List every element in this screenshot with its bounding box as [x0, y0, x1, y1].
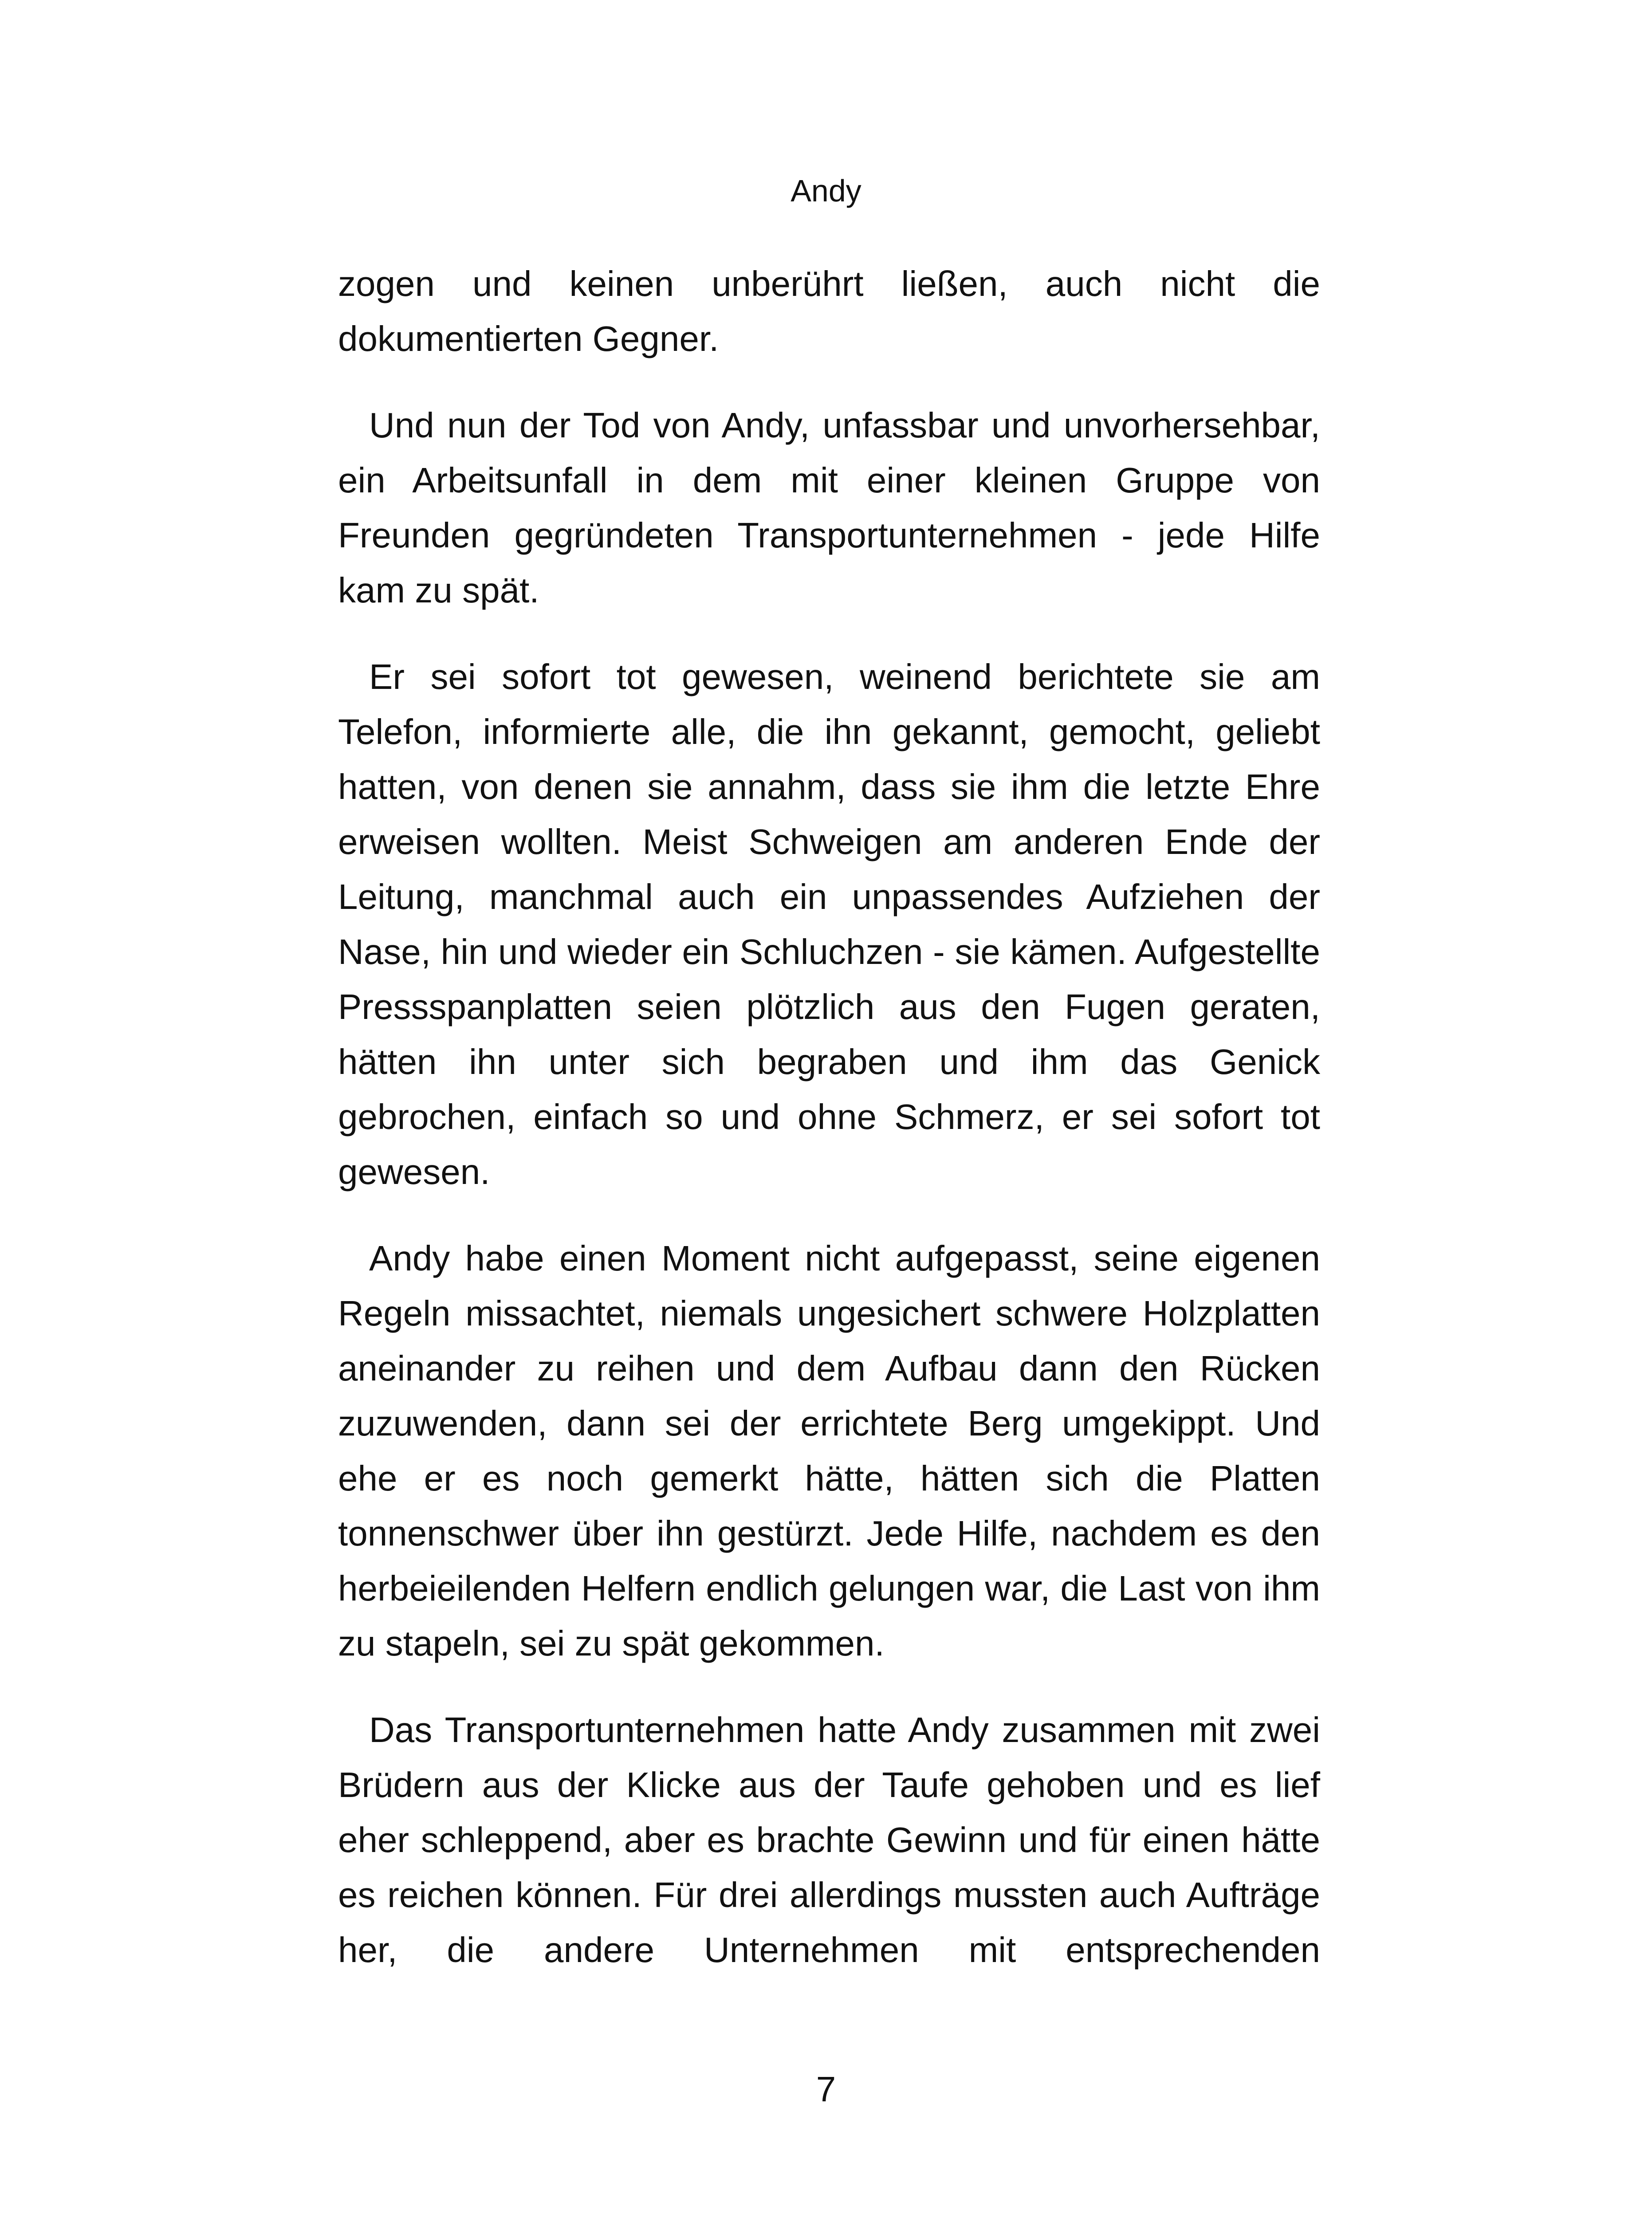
- page-number: 7: [816, 2069, 836, 2109]
- paragraph-1: zogen und keinen unberührt ließen, auch nicht die dokumentierten Gegner.: [338, 264, 1320, 358]
- paragraph-5: Das Transportunternehmen hatte Andy zusammen mit zwei Brüdern aus der Klicke aus der Taufe gehoben und es lief eher schleppend, aber es brachte Gewinn und für einen hätte es reichen können. Für drei allerdings mussten auch Aufträge her, die andere Unternehmen mit entsprechenden: [338, 1710, 1320, 1970]
- paragraph-3: Er sei sofort tot gewesen, weinend berichtete sie am Telefon, informierte alle, die ihn gekannt, gemocht, geliebt hatten, von denen sie annahm, dass sie ihm die letzte Ehre erweisen wollten. Meist Schweigen am anderen Ende der Leitung, manchmal auch ein unpassendes Aufziehen der Nase, hin und wieder ein Schluchzen - sie kämen. Aufgestellte Pressspanplatten seien plötzlich aus den Fugen geraten, hätten ihn unter sich begraben und ihm das Genick gebrochen, einfach so und ohne Schmerz, er sei sofort tot gewesen.: [338, 657, 1320, 1192]
- running-title: Andy: [791, 173, 861, 208]
- body-text: [338, 256, 1320, 2009]
- paragraph-2: Und nun der Tod von Andy, unfassbar und unvorhersehbar, ein Arbeitsunfall in dem mit einer kleinen Gruppe von Freunden gegründeten Transportunternehmen - jede Hilfe kam zu spät.: [338, 405, 1320, 610]
- paragraph-4: Andy habe einen Moment nicht aufgepasst, seine eigenen Regeln missachtet, niemals ungesichert schwere Holzplatten aneinander zu reihen und dem Aufbau dann den Rücken zuzuwenden, dann sei der errichtete Berg umgekippt. Und ehe er es noch gemerkt hätte, hätten sich die Platten tonnenschwer über ihn gestürzt. Jede Hilfe, nachdem es den herbeieilenden Helfern endlich gelungen war, die Last von ihm zu stapeln, sei zu spät gekommen.: [338, 1239, 1320, 1663]
